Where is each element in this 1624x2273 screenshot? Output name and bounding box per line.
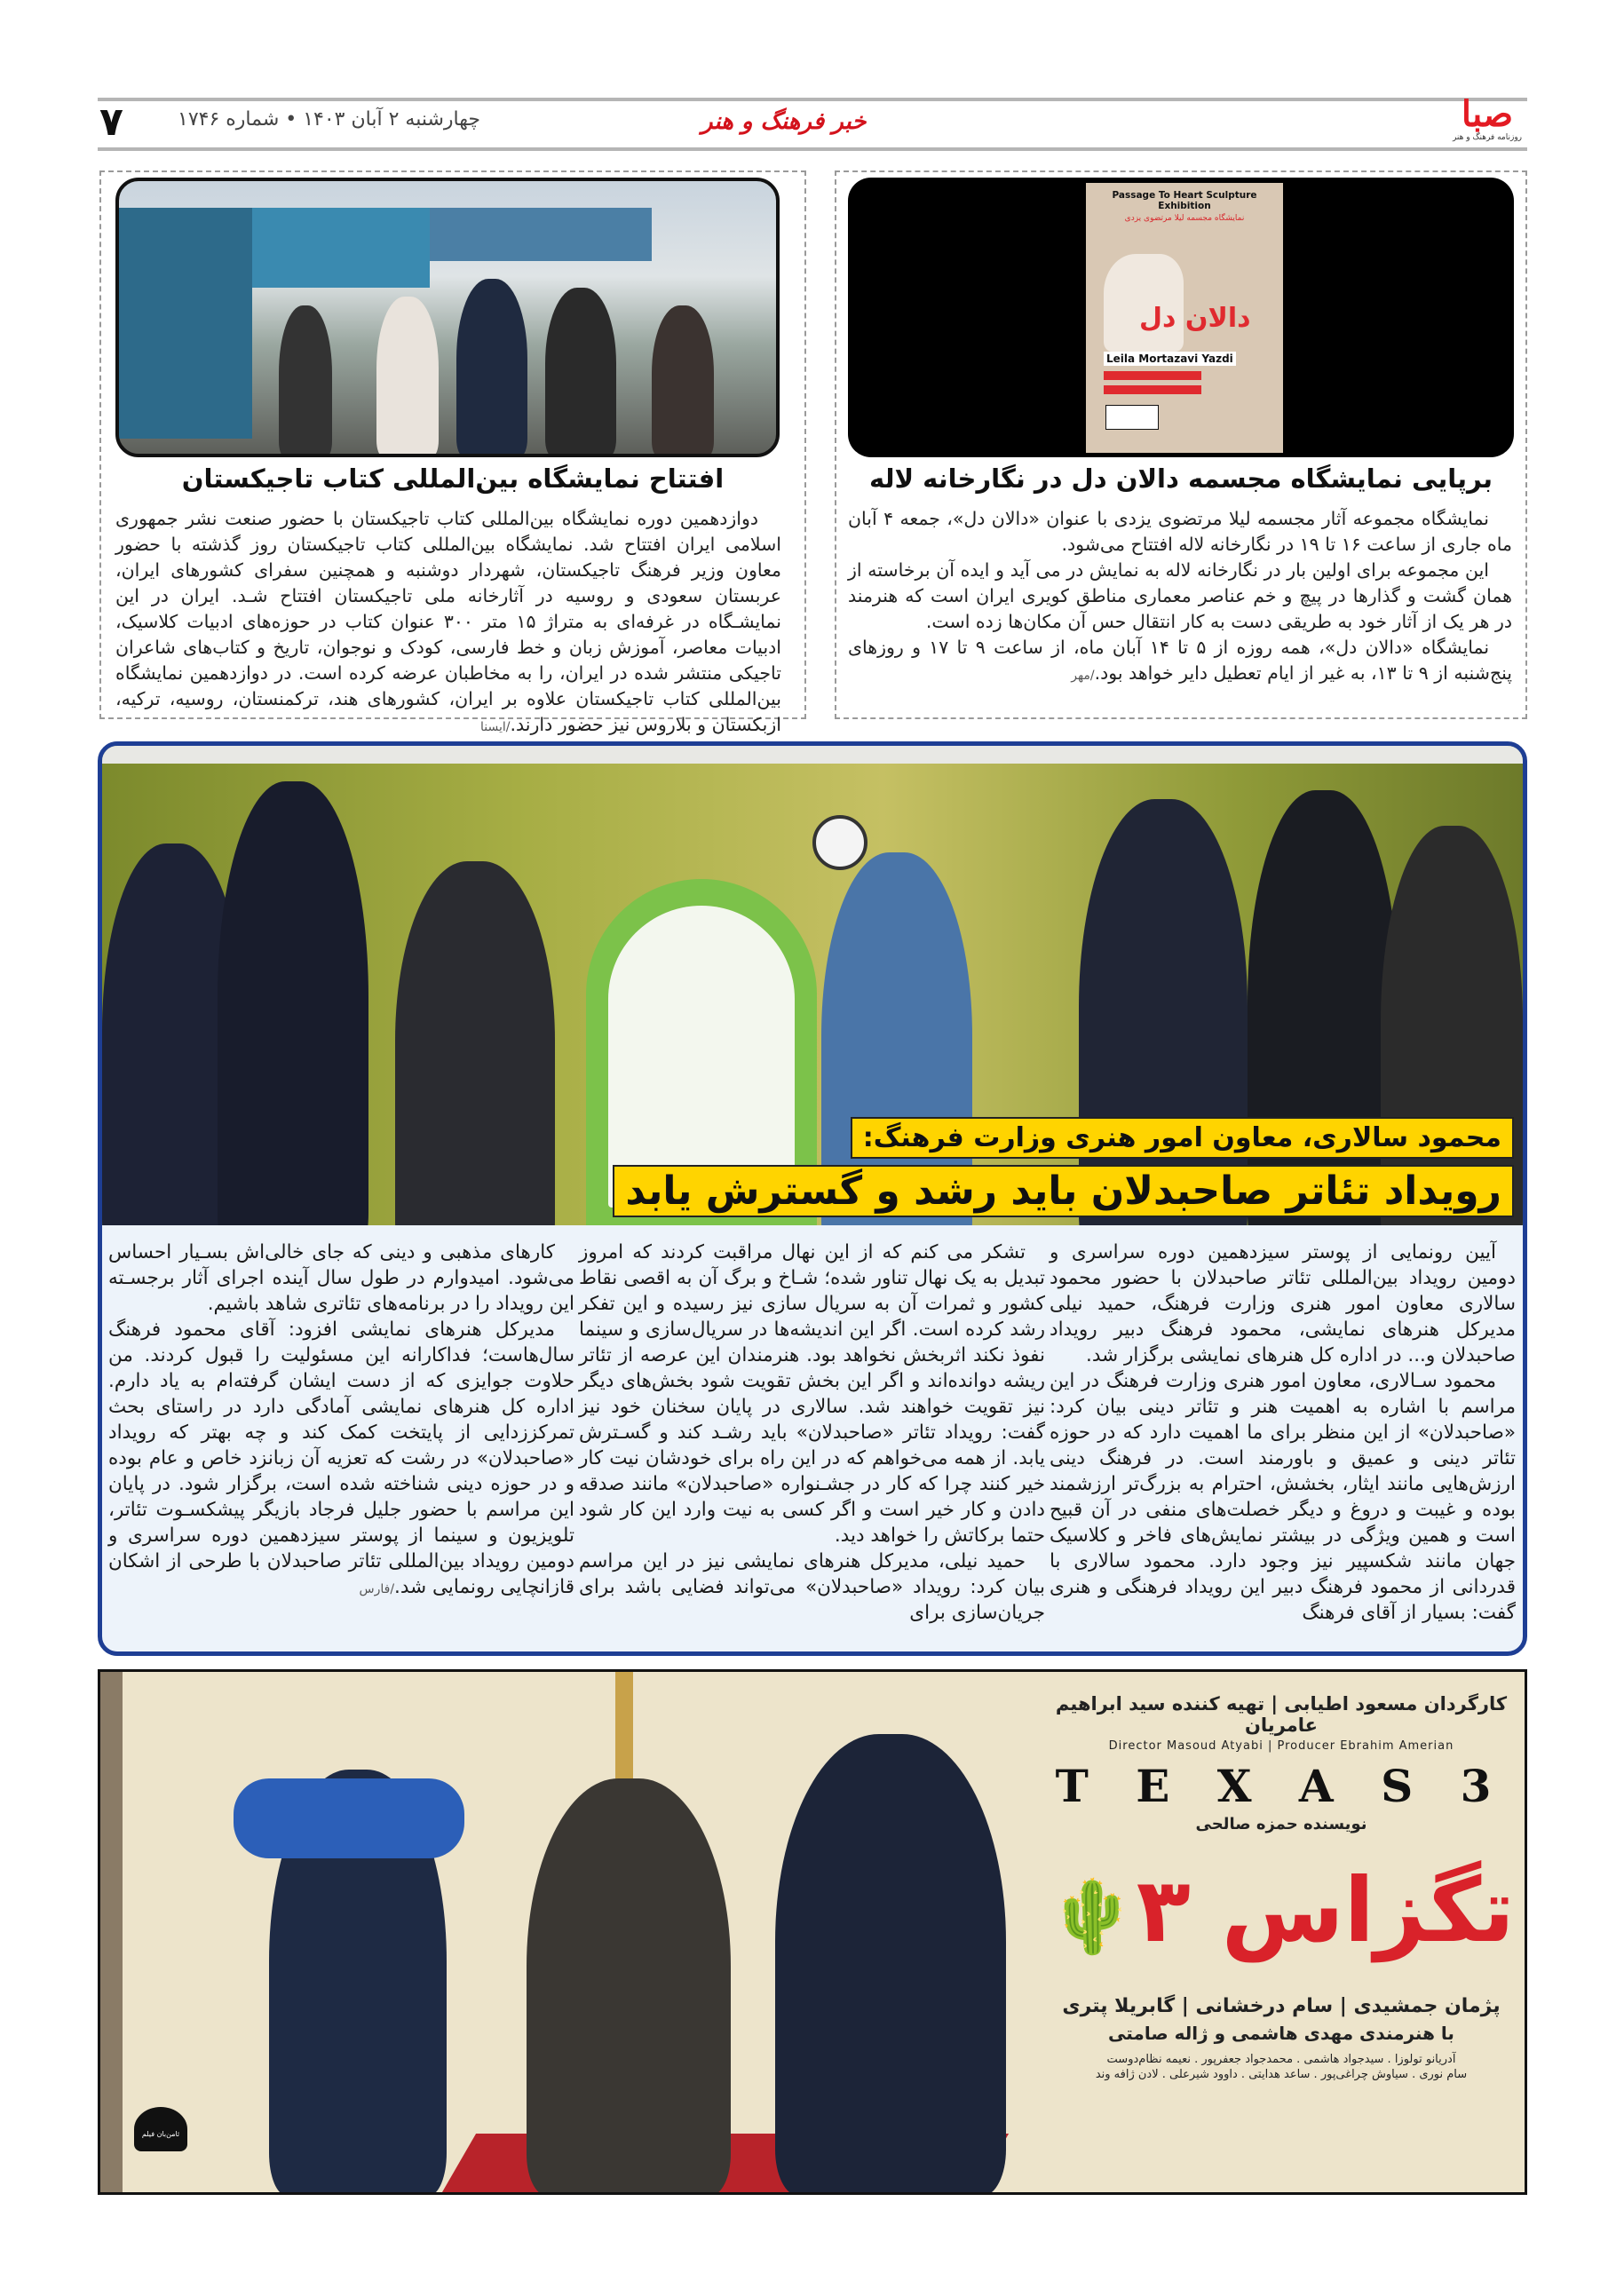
article-column-3 <box>108 1239 574 1603</box>
actor <box>775 1734 1006 2195</box>
distributor-logo <box>134 2107 187 2151</box>
exhibition-poster-photo <box>848 178 1514 457</box>
poster-unveiling-photo <box>102 746 1523 1225</box>
movie-title-fa <box>1042 1844 1521 1977</box>
poster-bar <box>1104 385 1201 394</box>
booth-banner <box>430 208 652 261</box>
paragraph-text: مدیرکل هنرهای نمایشی افزود: آقای محمود فرهنگ سال‌هاست؛ فداکارانه این مسئولیت را قبول کردند. من حلاوت جوایزی که از دست ایشان گرفته‌ام به یاد دارم. اداره کل هنرهای نمایشی آمادگی دارد در راستای بحث تمرکززدایی از پایتخت کمک کند و چه بهتر که رویداد «صاحبدلان» در رشت که تعزیه آن زبانزد خاص و عام بوده و در حوزه دینی شناخته شده است، برگزار شود. در پایان این مراسم با حضور جلیل فرجاد بازیگر پیشکسـوت تئاتر، تلویزیون و سینما از پوستر سیزدهمین دوره سراسری و دومین رویداد بین‌المللی تئاتر صاحبدلان با طرحی از اشکان قازانچایی رونمایی شد. <box>108 1319 574 1598</box>
poster-inner <box>608 906 795 1208</box>
poster-subtitle: نمایشگاه مجسمه لیلا مرتضوی یزدی <box>1124 214 1245 223</box>
attendee <box>218 781 368 1225</box>
article-column-2 <box>579 1239 1045 1626</box>
director-producer-en: Director Masoud Atyabi | Producer Ebrahim Amerian <box>1108 1739 1454 1753</box>
poster-title-fa: دالان دل <box>1139 303 1251 334</box>
ad-artwork <box>100 1672 1033 2195</box>
movie-title-en: T E X A S 3 <box>1055 1760 1508 1812</box>
paragraph: حمید نیلی، مدیرکل هنرهای نمایشی نیز در این مراسم بیان کرد: رویداد «صاحبدلان» می‌تواند فضایی باشد برای جریان‌سازی برای <box>579 1550 1045 1624</box>
movie-title-fa-text: تگزاس ۳ <box>1136 1858 1515 1962</box>
paragraph-text: نمایشگاه «دالان دل»، همه روزه از ۵ تا ۱۴ آبان ماه، از ساعت ۹ تا ۱۷ و روزهای پنج‌شنبه از ۹ تا ۱۳، به غیر از ایام تعطیل دایر خواهد بود. <box>848 637 1512 684</box>
poster-artist: Leila Mortazavi Yazdi <box>1104 352 1236 366</box>
newspaper-logo <box>1447 93 1527 147</box>
news-source: /فارس <box>359 1582 395 1596</box>
story-body <box>848 506 1512 689</box>
director-producer-fa: کارگردان مسعود اطیابی | تهیه کننده سید ابراهیم عامریان <box>1055 1693 1508 1736</box>
ad-credits <box>1042 1693 1521 2081</box>
visitor <box>456 279 527 456</box>
paragraph: این مجموعه برای اولین بار در نگارخانه لاله به نمایش در می آید و ایده آن برخاسته از همان گشت و گذارها در پیچ و خم عناصر معماری مناطق کویری ایران است که هنرمند در هر یک از آثار خود به طریقی دست به کار انتقال حس آن مکان‌ها زده است. <box>848 559 1512 632</box>
feature-article <box>98 741 1527 1656</box>
feature-kicker: محمود سالاری، معاون امور هنری وزارت فرهنگ: <box>851 1117 1514 1159</box>
attendee <box>1248 790 1398 1225</box>
blue-blanket <box>234 1778 464 1858</box>
story-title: افتتاح نمایشگاه بین‌المللی کتاب تاجیکستان <box>181 463 725 494</box>
visitor <box>545 288 616 456</box>
wall-clock <box>812 815 867 870</box>
header-top-rule <box>98 98 1527 101</box>
story-title: برپایی نمایشگاه مجسمه دالان دل در نگارخانه لاله <box>869 463 1493 494</box>
logo-subtitle: روزنامه فرهنگ و هنر <box>1452 133 1523 142</box>
paragraph <box>108 1317 574 1603</box>
logo-mark: صبا <box>1461 93 1514 135</box>
news-source: /مهر <box>1071 669 1095 683</box>
paragraph: نمایشگاه مجموعه آثار مجسمه لیلا مرتضوی یزدی با عنوان «دالان دل»، جمعه ۴ آبان ماه جاری از ساعت ۱۶ تا ۱۹ در نگارخانه لاله افتتاح می‌شود. <box>848 508 1512 555</box>
story-body <box>115 506 781 741</box>
poster-title-en: Passage To Heart Sculpture Exhibition <box>1112 190 1257 211</box>
paragraph: آیین رونمایی از پوستر سیزدهمین دوره سراسری و دومین رویداد بین‌المللی تئاتر صاحبدلان با حضور محمود سالاری معاون امور هنری وزارت فرهنگ، حمید نیلی مدیرکل هنرهای نمایشی، محمود فرهنگ دبیر رویداد صاحبدلان و... در اداره کل هنرهای نمایشی برگزار شد. <box>1050 1241 1516 1366</box>
cast-line: آدریانو تولوزا . سیدجواد هاشمی . محمدجواد جعفرپور . نعیمه نظام‌دوست <box>1106 2053 1456 2066</box>
movie-advertisement <box>98 1669 1527 2195</box>
paragraph-text: دوازدهمین دوره نمایشگاه بین‌المللی کتاب تاجیکستان با حضور صنعت نشر جمهوری اسلامی ایران افتتاح شد. نمایشگاه بین‌المللی کتاب تاجیکستان روز گذشته با حضور معاون وزیر فرهنگ تاجیکستان، شهردار دوشنبه و همچنین سفرای کشورهای ایران، عربستان سعودی و روسیه در آثارخانه ملی تاجیکستان افتتاح شـد. ایران در این نمایشـگاه در غرفه‌ای به متراژ ۱۵ متر ۳۰۰ عنوان کتاب در حوزه‌های ادبیات کلاسیک، ادبیات معاصر، آموزش زبان و خط فارسی، کودک و نوجوان، تاریخ و کتاب‌های شاعران تاجیکی منتشر شده در ایران، را به مخاطبان عرضه کرده است. در دوازدهمین نمایشگاه بین‌المللی کتاب تاجیکستان علاوه بر ایران، کشورهای هند، ترکمنستان، روسیه، ترکیه، ازبکستان و بلاروس نیز حضور دارند. <box>115 508 781 735</box>
paragraph: تشکر می کنم که از این نهال مراقبت کردند که امروز تبدیل به یک نهال تناور شده؛ شـاخ و برگ آن به اقصی نقاط کشور و ثمرات آن به سریال سازی نیز رسیده و این تفکر رشد کرده است. اگر این اندیشه‌ها در سریال‌سازی و سینما نفوذ نکند اثربخش نخواهد بود. هنرمندان این عرصه از تئاتر ریشه دوانده‌اند و اگر این بخش تقویت شود بخش‌های دیگر نیز تقویت خواهند شد. سالاری در پایان سخنان خود نیز گفت: رویداد تئاتر «صاحبدلان» باید رشـد کند و گسـترش یابد. از همه می‌خواهم که در این راه برای خودشان نیت کار خیر کنند چرا که کار در جشـنواره «صاحبدلان» مانند صدقه دادن و کار خیر است و اگر کسی به نیت وارد این کار شود حتما برکاتش را خواهد دید. <box>579 1241 1045 1547</box>
book-fair-photo <box>115 178 780 457</box>
distributor-logo-text: ثامن‌بان فیلم <box>141 2130 180 2138</box>
writer-credit: نویسنده حمزه صالحی <box>1195 1815 1367 1833</box>
booth-banner <box>252 208 430 288</box>
visitor <box>376 297 439 456</box>
poster-bar <box>1104 371 1201 380</box>
poster-info <box>1105 405 1159 430</box>
cast-line: سام نوری . سیاوش چراغی‌پور . ساعد هدایتی . داوود شیرعلی . لادن ژافه وند <box>1095 2068 1468 2081</box>
news-source: /ایسنا <box>480 720 511 734</box>
ceiling <box>102 746 1523 764</box>
visitor <box>652 305 714 456</box>
paragraph <box>848 635 1512 689</box>
article-column-1 <box>1050 1239 1516 1626</box>
featuring: با هنرمندی مهدی هاشمی و ژاله صامتی <box>1108 2023 1454 2044</box>
actress <box>527 1778 731 2195</box>
starring: پژمان جمشیدی | سام درخشانی | گابریلا پتری <box>1062 1995 1501 2017</box>
paragraph: کارهای مذهبی و دینی که جای خالی‌اش بسـیار احساس می‌شود. امیدوارم در طول سال آینده اجرای آثار برجسـته این رویداد را در برنامه‌های تئاتری شاهد باشیم. <box>108 1241 574 1315</box>
cactus-icon: 🌵 <box>1048 1875 1137 1958</box>
attendee <box>395 861 555 1225</box>
section-title: خبر فرهنگ و هنر <box>701 108 867 135</box>
booth-shelves <box>119 208 252 439</box>
issue-date: چهارشنبه ۲ آبان ۱۴۰۳ • شماره ۱۷۴۶ <box>178 108 480 131</box>
visitor <box>279 305 332 456</box>
header-bottom-rule <box>98 147 1527 151</box>
frame-edge <box>100 1672 123 2195</box>
paragraph: محمود سـالاری، معاون امور هنری وزارت فرهنگ در این مراسم با اشاره به اهمیت هنر و تئاتر دینی بیان کرد: «صاحبدلان» از این منظر برای ما اهمیت دارد که در حوزه تئاتر دینی و عمیق و باورمند است. در فرهنگ دینی ارزش‌هایی مانند ایثار، بخشش، احترام به بزرگ‌تر ارزشمند بوده و غیبت و دروغ و دیگر خصلت‌های منفی در آن قبیح است و همین ویژگی در بیشتر نمایش‌های فاخر و کلاسیک جهان مانند شکسپیر نیز وجود دارد. محمود سالاری با قدردانی از محمود فرهنگ دبیر این رویداد فرهنگی و هنری گفت: بسیار از آقای فرهنگ <box>1050 1370 1516 1624</box>
attendee <box>1079 799 1248 1225</box>
poster <box>1086 183 1283 453</box>
feature-headline: رویداد تئاتر صاحبدلان باید رشد و گسترش یابد <box>613 1165 1514 1217</box>
paragraph <box>115 506 781 741</box>
page-number: ۷ <box>99 99 123 145</box>
